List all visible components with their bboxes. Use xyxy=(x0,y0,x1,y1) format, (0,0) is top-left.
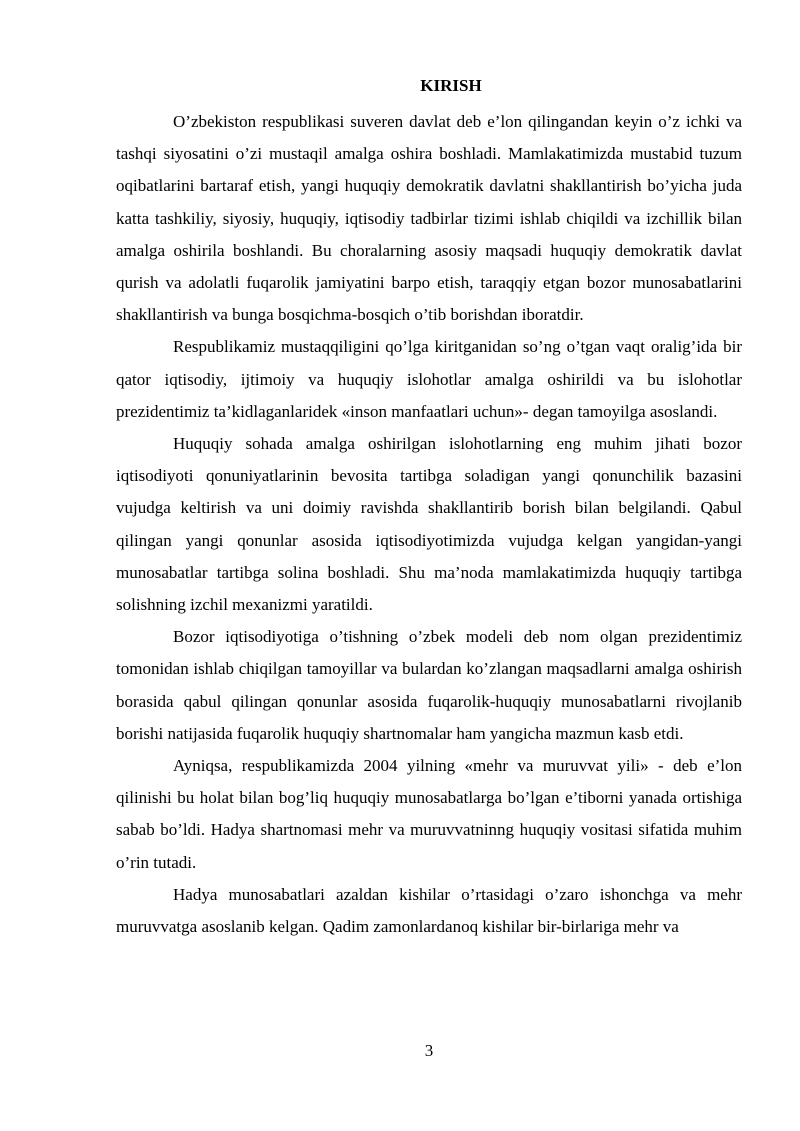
paragraph-3: Huquqiy sohada amalga oshirilgan islohotlarning eng muhim jihati bozor iqtisodiyoti qonuniyatlarinin bevosita tartibga soladigan yangi qonunchilik bazasini vujudga keltirish va uni doimiy ravishda shakllantirib borish bilan belgilandi. Qabul qilingan yangi qonunlar asosida iqtisodiyotimizda vujudga kelgan yangidan-yangi munosabatlar tartibga solina boshladi. Shu ma’noda mamlakatimizda huquqiy tartibga solishning izchil mexanizmi yaratildi. xyxy=(116,434,742,615)
document-title: KIRISH xyxy=(420,76,482,95)
paragraph-4: Bozor iqtisodiyotiga o’tishning o’zbek modeli deb nom olgan prezidentimiz tomonidan ishlab chiqilgan tamoyillar va bulardan ko’zlangan maqsadlarni amalga oshirish borasida qabul qilingan qonunlar asosida fuqarolik-huquqiy munosabatlarni rivojlanib borishi natijasida fuqarolik huquqiy shartnomalar ham yangicha mazmun kasb etdi. xyxy=(116,627,742,743)
document-page xyxy=(116,74,742,943)
paragraph-2: Respublikamiz mustaqqiligini qo’lga kiritganidan so’ng o’tgan vaqt oralig’ida bir qator iqtisodiy, ijtimoiy va huquqiy islohotlar amalga oshirildi va bu islohotlar prezidentimiz ta’kidlaganlaridek «inson manfaatlari uchun»- degan tamoyilga asoslandi. xyxy=(116,337,742,421)
page-number: 3 xyxy=(424,1041,434,1060)
paragraph-1: O’zbekiston respublikasi suveren davlat deb e’lon qilingandan keyin o’z ichki va tashqi siyosatini o’zi mustaqil amalga oshira boshladi. Mamlakatimizda mustabid tuzum oqibatlarini bartaraf etish, yangi huquqiy demokratik davlatni shakllantirish bo’yicha juda katta tashkiliy, siyosiy, huquqiy, iqtisodiy tadbirlar tizimi ishlab chiqildi va izchillik bilan amalga oshirila boshlandi. Bu choralarning asosiy maqsadi huquqiy demokratik davlat qurish va adolatli fuqarolik jamiyatini barpo etish, taraqqiy etgan bozor munosabatlarini shakllantirish va bunga bosqichma-bosqich o’tib borishdan iboratdir. xyxy=(116,112,742,325)
paragraph-6: Hadya munosabatlari azaldan kishilar o’rtasidagi o’zaro ishonchga va mehr muruvvatga asoslanib kelgan. Qadim zamonlardanoq kishilar bir-birlariga mehr va xyxy=(116,884,742,937)
paragraph-5: Ayniqsa, respublikamizda 2004 yilning «mehr va muruvvat yili» - deb e’lon qilinishi bu holat bilan bog’liq huquqiy munosabatlarga bo’lgan e’tiborni yanada ortishiga sabab bo’ldi. Hadya shartnomasi mehr va muruvvatninng huquqiy vositasi sifatida muhim o’rin tutadi. xyxy=(116,756,742,872)
